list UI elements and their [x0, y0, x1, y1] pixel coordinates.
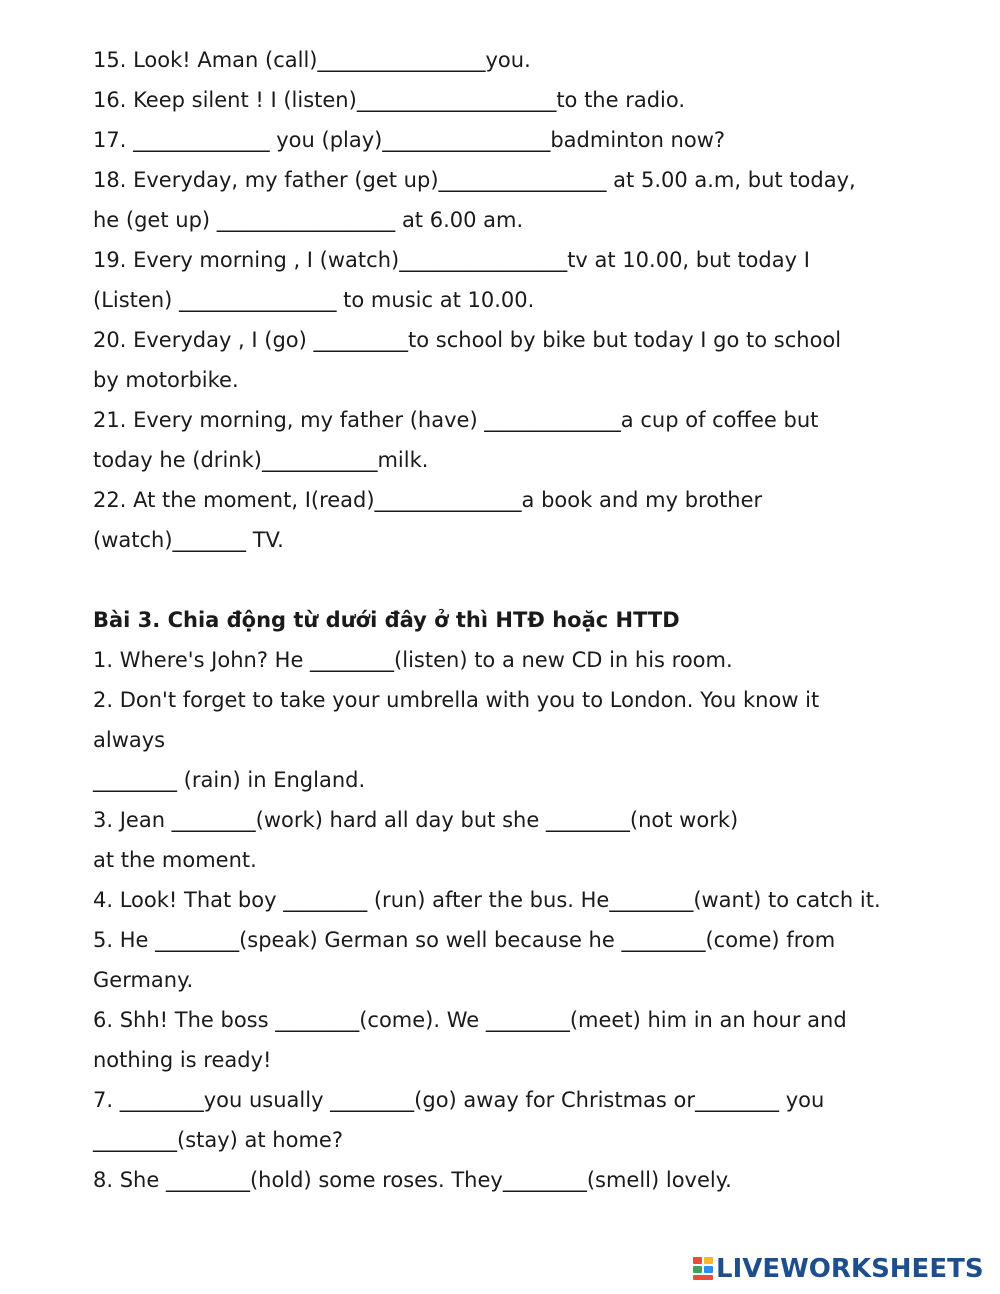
section-3-line-4: 4. Look! That boy ________ (run) after the bus. He________(want) to catch it.	[93, 888, 881, 912]
logo-mark-block-blue	[704, 1266, 713, 1273]
logo-mark-block-red	[693, 1257, 702, 1264]
exercise-line-22-cont: (watch)_______ TV.	[93, 528, 284, 552]
section-3-line-3: 3. Jean ________(work) hard all day but she ________(not work)	[93, 808, 739, 832]
logo-mark-block-base	[693, 1275, 713, 1280]
exercise-line-18: 18. Everyday, my father (get up)________________ at 5.00 a.m, but today,	[93, 168, 856, 192]
exercise-line-19: 19. Every morning , I (watch)________________tv at 10.00, but today I	[93, 248, 810, 272]
exercise-line-18-cont: he (get up) _________________ at 6.00 am.	[93, 208, 524, 232]
section-3-line-3-cont: at the moment.	[93, 848, 257, 872]
logo-text: LIVEWORKSHEETS	[716, 1254, 984, 1284]
section-3-line-1: 1. Where's John? He ________(listen) to a new CD in his room.	[93, 648, 733, 672]
section-3-line-7: 7. ________you usually ________(go) away for Christmas or________ you	[93, 1088, 825, 1112]
section-3-line-6: 6. Shh! The boss ________(come). We ________(meet) him in an hour and	[93, 1008, 847, 1032]
section-spacer	[93, 560, 973, 600]
exercise-line-20: 20. Everyday , I (go) _________to school by bike but today I go to school	[93, 328, 842, 352]
section-3-line-5: 5. He ________(speak) German so well because he ________(come) from	[93, 928, 836, 952]
section-3-line-2: 2. Don't forget to take your umbrella with you to London. You know it	[93, 688, 820, 712]
liveworksheets-logo-icon	[693, 1257, 713, 1281]
section-3-line-2-cont: always	[93, 728, 166, 752]
logo-mark-block-green	[693, 1266, 702, 1273]
exercise-line-19-cont: (Listen) _______________ to music at 10.00.	[93, 288, 535, 312]
logo-mark-block-yellow	[704, 1257, 713, 1264]
worksheet	[93, 40, 973, 1200]
section-3-line-6-cont: nothing is ready!	[93, 1048, 272, 1072]
exercise-line-16: 16. Keep silent ! I (listen)___________________to the radio.	[93, 88, 686, 112]
exercise-line-20-cont: by motorbike.	[93, 368, 239, 392]
exercise-line-17: 17. _____________ you (play)________________badminton now?	[93, 128, 726, 152]
section-3-line-7-cont: ________(stay) at home?	[93, 1128, 343, 1152]
exercise-line-15: 15. Look! Aman (call)________________you.	[93, 48, 531, 72]
exercise-line-21: 21. Every morning, my father (have) _____________a cup of coffee but	[93, 408, 819, 432]
liveworksheets-logo	[693, 1253, 984, 1285]
section-3-heading: Bài 3. Chia động từ dưới đây ở thì HTĐ hoặc HTTD	[93, 608, 680, 632]
section-3-line-5-cont: Germany.	[93, 968, 194, 992]
exercise-line-21-cont: today he (drink)___________milk.	[93, 448, 429, 472]
section-3-line-2-cont2: ________ (rain) in England.	[93, 768, 366, 792]
exercise-line-22: 22. At the moment, I(read)______________a book and my brother	[93, 488, 763, 512]
section-3-line-8: 8. She ________(hold) some roses. They________(smell) lovely.	[93, 1168, 732, 1192]
